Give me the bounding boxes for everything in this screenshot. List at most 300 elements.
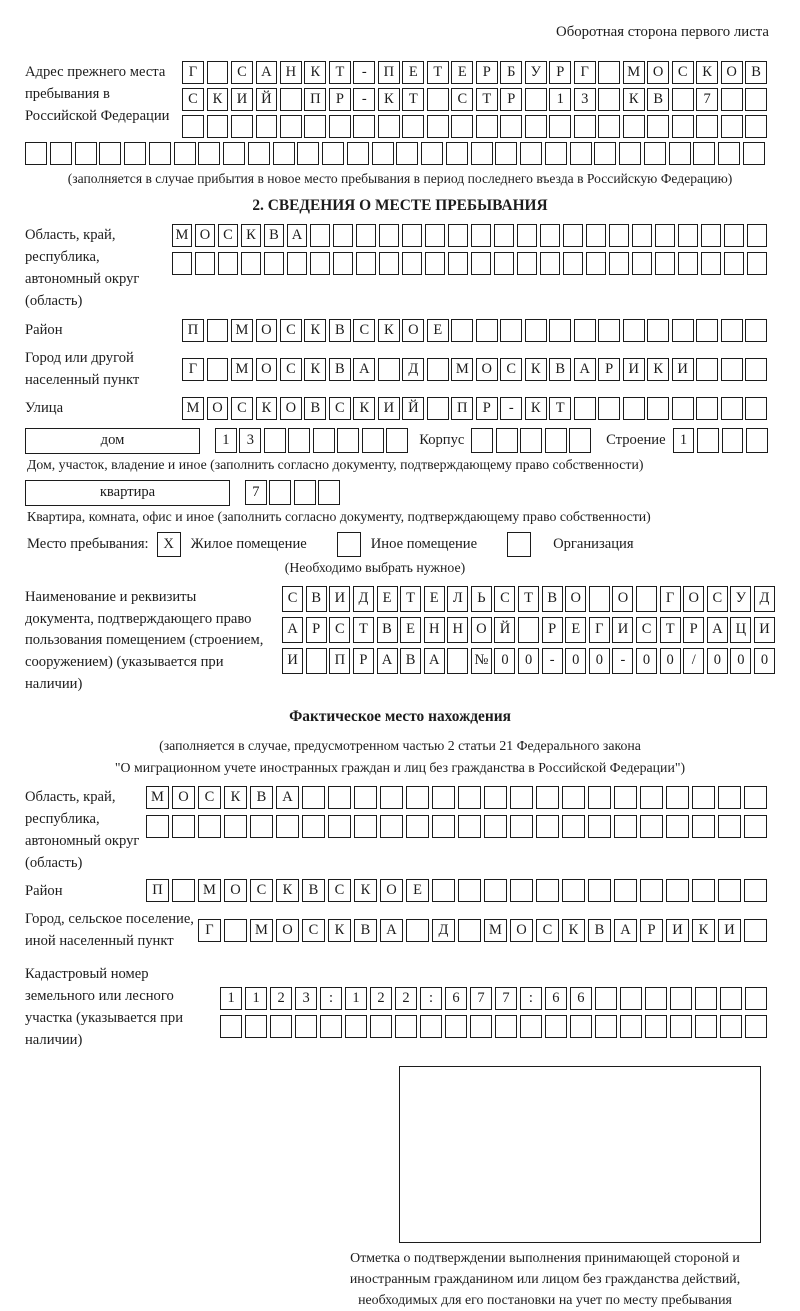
char-cell[interactable]	[241, 252, 261, 275]
char-cell[interactable]: Е	[406, 879, 429, 902]
char-cell[interactable]	[406, 786, 429, 809]
char-cell[interactable]: У	[730, 586, 751, 612]
char-cell[interactable]: В	[264, 224, 284, 247]
char-cell[interactable]	[670, 987, 692, 1010]
char-cell[interactable]	[549, 115, 571, 138]
char-cell[interactable]	[745, 319, 767, 342]
char-cell[interactable]	[396, 142, 418, 165]
char-cell[interactable]: К	[241, 224, 261, 247]
char-cell[interactable]	[536, 879, 559, 902]
char-cell[interactable]: С	[636, 617, 657, 643]
char-cell[interactable]: Г	[182, 61, 204, 84]
char-cell[interactable]	[495, 1015, 517, 1038]
char-cell[interactable]	[256, 115, 278, 138]
char-cell[interactable]	[402, 252, 422, 275]
char-cell[interactable]: :	[520, 987, 542, 1010]
char-cell[interactable]	[744, 919, 767, 942]
char-cell[interactable]	[745, 115, 767, 138]
char-cell[interactable]: М	[623, 61, 645, 84]
char-cell[interactable]: С	[536, 919, 559, 942]
char-cell[interactable]: 1	[345, 987, 367, 1010]
char-cell[interactable]: -	[353, 88, 375, 111]
char-cell[interactable]	[378, 115, 400, 138]
char-cell[interactable]: С	[231, 397, 253, 420]
char-cell[interactable]	[517, 224, 537, 247]
char-cell[interactable]: А	[377, 648, 398, 674]
char-cell[interactable]: В	[377, 617, 398, 643]
char-cell[interactable]: Т	[400, 586, 421, 612]
char-cell[interactable]	[692, 786, 715, 809]
char-cell[interactable]	[536, 815, 559, 838]
char-cell[interactable]	[273, 142, 295, 165]
char-cell[interactable]: Е	[424, 586, 445, 612]
char-cell[interactable]	[672, 88, 694, 111]
char-cell[interactable]	[270, 1015, 292, 1038]
char-cell[interactable]	[445, 1015, 467, 1038]
char-cell[interactable]: В	[354, 919, 377, 942]
char-cell[interactable]: Г	[589, 617, 610, 643]
char-cell[interactable]	[425, 252, 445, 275]
char-cell[interactable]: Ц	[730, 617, 751, 643]
char-cell[interactable]	[598, 115, 620, 138]
char-cell[interactable]	[25, 142, 47, 165]
char-cell[interactable]: О	[224, 879, 247, 902]
char-cell[interactable]: 0	[730, 648, 751, 674]
char-cell[interactable]: М	[182, 397, 204, 420]
char-cell[interactable]	[623, 397, 645, 420]
char-cell[interactable]	[347, 142, 369, 165]
char-cell[interactable]: Й	[494, 617, 515, 643]
char-cell[interactable]	[264, 428, 286, 453]
char-cell[interactable]: И	[718, 919, 741, 942]
char-cell[interactable]: К	[304, 358, 326, 381]
char-cell[interactable]	[310, 252, 330, 275]
char-cell[interactable]: А	[282, 617, 303, 643]
char-cell[interactable]	[294, 480, 316, 505]
char-cell[interactable]	[562, 786, 585, 809]
char-cell[interactable]: С	[328, 879, 351, 902]
char-cell[interactable]	[207, 319, 229, 342]
char-cell[interactable]: Т	[476, 88, 498, 111]
char-cell[interactable]: -	[542, 648, 563, 674]
char-cell[interactable]	[224, 815, 247, 838]
char-cell[interactable]	[220, 1015, 242, 1038]
char-cell[interactable]	[545, 428, 567, 453]
char-cell[interactable]	[402, 115, 424, 138]
char-cell[interactable]: П	[451, 397, 473, 420]
char-cell[interactable]	[458, 879, 481, 902]
char-cell[interactable]	[172, 252, 192, 275]
char-cell[interactable]: С	[353, 319, 375, 342]
char-cell[interactable]: П	[304, 88, 326, 111]
char-cell[interactable]	[640, 786, 663, 809]
char-cell[interactable]	[471, 224, 491, 247]
char-cell[interactable]	[518, 617, 539, 643]
char-cell[interactable]	[75, 142, 97, 165]
char-cell[interactable]: М	[172, 224, 192, 247]
char-cell[interactable]: Д	[353, 586, 374, 612]
char-cell[interactable]: В	[400, 648, 421, 674]
char-cell[interactable]	[302, 815, 325, 838]
char-cell[interactable]: В	[304, 397, 326, 420]
char-cell[interactable]: О	[256, 358, 278, 381]
char-cell[interactable]	[362, 428, 384, 453]
char-cell[interactable]: -	[500, 397, 522, 420]
char-cell[interactable]: А	[614, 919, 637, 942]
char-cell[interactable]	[354, 815, 377, 838]
char-cell[interactable]	[494, 224, 514, 247]
char-cell[interactable]	[609, 224, 629, 247]
char-cell[interactable]	[322, 142, 344, 165]
char-cell[interactable]: Й	[256, 88, 278, 111]
char-cell[interactable]	[598, 319, 620, 342]
char-cell[interactable]: И	[672, 358, 694, 381]
char-cell[interactable]	[306, 648, 327, 674]
char-cell[interactable]	[549, 319, 571, 342]
char-cell[interactable]	[645, 1015, 667, 1038]
char-cell[interactable]: С	[707, 586, 728, 612]
char-cell[interactable]: В	[302, 879, 325, 902]
char-cell[interactable]	[99, 142, 121, 165]
char-cell[interactable]: В	[588, 919, 611, 942]
stay-type-checkbox-residential[interactable]: X	[157, 532, 181, 557]
char-cell[interactable]: -	[612, 648, 633, 674]
char-cell[interactable]	[427, 397, 449, 420]
char-cell[interactable]: Т	[518, 586, 539, 612]
char-cell[interactable]	[353, 115, 375, 138]
char-cell[interactable]: М	[451, 358, 473, 381]
char-cell[interactable]	[231, 115, 253, 138]
char-cell[interactable]	[632, 224, 652, 247]
char-cell[interactable]	[386, 428, 408, 453]
char-cell[interactable]	[745, 358, 767, 381]
char-cell[interactable]: О	[647, 61, 669, 84]
char-cell[interactable]: К	[276, 879, 299, 902]
char-cell[interactable]: Р	[500, 88, 522, 111]
char-cell[interactable]: 0	[754, 648, 775, 674]
char-cell[interactable]: К	[304, 61, 326, 84]
char-cell[interactable]: Д	[754, 586, 775, 612]
char-cell[interactable]: С	[282, 586, 303, 612]
char-cell[interactable]: С	[500, 358, 522, 381]
char-cell[interactable]: К	[692, 919, 715, 942]
char-cell[interactable]	[655, 224, 675, 247]
char-cell[interactable]	[458, 786, 481, 809]
char-cell[interactable]: А	[380, 919, 403, 942]
char-cell[interactable]	[484, 786, 507, 809]
char-cell[interactable]	[563, 224, 583, 247]
char-cell[interactable]	[494, 252, 514, 275]
char-cell[interactable]	[623, 319, 645, 342]
char-cell[interactable]	[50, 142, 72, 165]
char-cell[interactable]	[620, 987, 642, 1010]
char-cell[interactable]	[447, 648, 468, 674]
char-cell[interactable]	[245, 1015, 267, 1038]
char-cell[interactable]	[724, 224, 744, 247]
char-cell[interactable]	[574, 319, 596, 342]
char-cell[interactable]: И	[282, 648, 303, 674]
char-cell[interactable]: К	[525, 397, 547, 420]
char-cell[interactable]: О	[402, 319, 424, 342]
char-cell[interactable]: К	[525, 358, 547, 381]
char-cell[interactable]: 7	[245, 480, 267, 505]
char-cell[interactable]	[647, 115, 669, 138]
char-cell[interactable]	[701, 252, 721, 275]
char-cell[interactable]: С	[218, 224, 238, 247]
char-cell[interactable]	[432, 879, 455, 902]
char-cell[interactable]	[693, 142, 715, 165]
char-cell[interactable]	[318, 480, 340, 505]
char-cell[interactable]: 6	[545, 987, 567, 1010]
char-cell[interactable]	[586, 252, 606, 275]
char-cell[interactable]	[223, 142, 245, 165]
char-cell[interactable]	[517, 252, 537, 275]
char-cell[interactable]	[570, 142, 592, 165]
char-cell[interactable]	[495, 142, 517, 165]
char-cell[interactable]: К	[256, 397, 278, 420]
char-cell[interactable]: С	[329, 617, 350, 643]
char-cell[interactable]: 2	[270, 987, 292, 1010]
char-cell[interactable]: Н	[447, 617, 468, 643]
char-cell[interactable]: 6	[570, 987, 592, 1010]
char-cell[interactable]: А	[353, 358, 375, 381]
char-cell[interactable]	[672, 115, 694, 138]
char-cell[interactable]	[696, 397, 718, 420]
char-cell[interactable]	[670, 1015, 692, 1038]
char-cell[interactable]	[510, 815, 533, 838]
char-cell[interactable]: С	[451, 88, 473, 111]
char-cell[interactable]: Г	[182, 358, 204, 381]
char-cell[interactable]	[458, 815, 481, 838]
char-cell[interactable]	[743, 142, 765, 165]
char-cell[interactable]: В	[329, 358, 351, 381]
char-cell[interactable]	[721, 397, 743, 420]
char-cell[interactable]: Е	[402, 61, 424, 84]
char-cell[interactable]: О	[280, 397, 302, 420]
char-cell[interactable]: С	[231, 61, 253, 84]
char-cell[interactable]: К	[354, 879, 377, 902]
char-cell[interactable]: Р	[353, 648, 374, 674]
char-cell[interactable]	[313, 428, 335, 453]
char-cell[interactable]	[395, 1015, 417, 1038]
char-cell[interactable]	[589, 586, 610, 612]
char-cell[interactable]: О	[683, 586, 704, 612]
char-cell[interactable]	[198, 142, 220, 165]
char-cell[interactable]: Т	[427, 61, 449, 84]
char-cell[interactable]	[471, 252, 491, 275]
char-cell[interactable]: Д	[402, 358, 424, 381]
char-cell[interactable]	[721, 88, 743, 111]
char-cell[interactable]: С	[329, 397, 351, 420]
char-cell[interactable]	[678, 252, 698, 275]
char-cell[interactable]	[304, 115, 326, 138]
char-cell[interactable]	[655, 252, 675, 275]
char-cell[interactable]: К	[562, 919, 585, 942]
char-cell[interactable]	[744, 815, 767, 838]
char-cell[interactable]: 7	[696, 88, 718, 111]
char-cell[interactable]	[310, 224, 330, 247]
char-cell[interactable]: Е	[565, 617, 586, 643]
char-cell[interactable]	[632, 252, 652, 275]
char-cell[interactable]	[448, 252, 468, 275]
char-cell[interactable]	[718, 142, 740, 165]
char-cell[interactable]: Й	[402, 397, 424, 420]
char-cell[interactable]	[721, 115, 743, 138]
char-cell[interactable]	[545, 142, 567, 165]
char-cell[interactable]: П	[146, 879, 169, 902]
char-cell[interactable]: К	[623, 88, 645, 111]
char-cell[interactable]	[647, 319, 669, 342]
char-cell[interactable]: Н	[280, 61, 302, 84]
char-cell[interactable]: В	[745, 61, 767, 84]
char-cell[interactable]: О	[721, 61, 743, 84]
char-cell[interactable]	[510, 879, 533, 902]
char-cell[interactable]	[672, 319, 694, 342]
char-cell[interactable]: 1	[245, 987, 267, 1010]
char-cell[interactable]	[500, 115, 522, 138]
char-cell[interactable]: О	[612, 586, 633, 612]
char-cell[interactable]: И	[612, 617, 633, 643]
char-cell[interactable]	[563, 252, 583, 275]
char-cell[interactable]: М	[198, 879, 221, 902]
char-cell[interactable]: И	[623, 358, 645, 381]
char-cell[interactable]: Р	[476, 397, 498, 420]
char-cell[interactable]: М	[146, 786, 169, 809]
char-cell[interactable]: Р	[640, 919, 663, 942]
char-cell[interactable]	[484, 815, 507, 838]
char-cell[interactable]	[427, 88, 449, 111]
char-cell[interactable]: 0	[636, 648, 657, 674]
char-cell[interactable]	[525, 115, 547, 138]
char-cell[interactable]	[695, 987, 717, 1010]
char-cell[interactable]: О	[195, 224, 215, 247]
char-cell[interactable]	[720, 987, 742, 1010]
char-cell[interactable]	[540, 252, 560, 275]
char-cell[interactable]	[745, 1015, 767, 1038]
char-cell[interactable]: С	[494, 586, 515, 612]
char-cell[interactable]	[598, 61, 620, 84]
char-cell[interactable]	[666, 879, 689, 902]
char-cell[interactable]	[647, 397, 669, 420]
char-cell[interactable]	[182, 115, 204, 138]
char-cell[interactable]: :	[420, 987, 442, 1010]
char-cell[interactable]: И	[666, 919, 689, 942]
char-cell[interactable]: Т	[329, 61, 351, 84]
char-cell[interactable]: К	[647, 358, 669, 381]
char-cell[interactable]: Т	[660, 617, 681, 643]
char-cell[interactable]	[623, 115, 645, 138]
char-cell[interactable]	[672, 397, 694, 420]
char-cell[interactable]	[476, 115, 498, 138]
char-cell[interactable]	[425, 224, 445, 247]
char-cell[interactable]: К	[304, 319, 326, 342]
char-cell[interactable]: О	[471, 617, 492, 643]
char-cell[interactable]	[446, 142, 468, 165]
char-cell[interactable]	[747, 224, 767, 247]
char-cell[interactable]	[451, 319, 473, 342]
char-cell[interactable]	[269, 480, 291, 505]
char-cell[interactable]: А	[276, 786, 299, 809]
char-cell[interactable]: У	[525, 61, 547, 84]
char-cell[interactable]: Т	[353, 617, 374, 643]
char-cell[interactable]: М	[250, 919, 273, 942]
char-cell[interactable]: П	[378, 61, 400, 84]
char-cell[interactable]	[280, 88, 302, 111]
char-cell[interactable]	[328, 815, 351, 838]
char-cell[interactable]	[432, 786, 455, 809]
char-cell[interactable]	[619, 142, 641, 165]
char-cell[interactable]	[595, 987, 617, 1010]
char-cell[interactable]	[320, 1015, 342, 1038]
char-cell[interactable]	[333, 252, 353, 275]
char-cell[interactable]	[356, 252, 376, 275]
char-cell[interactable]	[496, 428, 518, 453]
char-cell[interactable]: 0	[494, 648, 515, 674]
char-cell[interactable]	[525, 88, 547, 111]
char-cell[interactable]	[421, 142, 443, 165]
char-cell[interactable]	[745, 88, 767, 111]
char-cell[interactable]: Т	[549, 397, 571, 420]
char-cell[interactable]: А	[707, 617, 728, 643]
char-cell[interactable]	[640, 815, 663, 838]
char-cell[interactable]: С	[198, 786, 221, 809]
char-cell[interactable]	[614, 815, 637, 838]
char-cell[interactable]	[562, 879, 585, 902]
char-cell[interactable]: К	[378, 88, 400, 111]
char-cell[interactable]	[536, 786, 559, 809]
char-cell[interactable]	[588, 879, 611, 902]
char-cell[interactable]	[724, 252, 744, 275]
char-cell[interactable]	[598, 397, 620, 420]
char-cell[interactable]	[636, 586, 657, 612]
char-cell[interactable]: О	[256, 319, 278, 342]
char-cell[interactable]	[476, 319, 498, 342]
char-cell[interactable]: В	[250, 786, 273, 809]
char-cell[interactable]	[420, 1015, 442, 1038]
char-cell[interactable]: :	[320, 987, 342, 1010]
char-cell[interactable]	[696, 319, 718, 342]
char-cell[interactable]	[451, 115, 473, 138]
char-cell[interactable]	[427, 115, 449, 138]
char-cell[interactable]: К	[378, 319, 400, 342]
char-cell[interactable]: И	[378, 397, 400, 420]
char-cell[interactable]	[692, 879, 715, 902]
char-cell[interactable]: А	[287, 224, 307, 247]
char-cell[interactable]	[540, 224, 560, 247]
char-cell[interactable]	[586, 224, 606, 247]
char-cell[interactable]: В	[306, 586, 327, 612]
char-cell[interactable]	[370, 1015, 392, 1038]
char-cell[interactable]	[666, 786, 689, 809]
char-cell[interactable]	[722, 428, 744, 453]
char-cell[interactable]	[697, 428, 719, 453]
stay-type-checkbox-other[interactable]	[337, 532, 361, 557]
char-cell[interactable]	[406, 815, 429, 838]
char-cell[interactable]	[520, 1015, 542, 1038]
char-cell[interactable]	[588, 786, 611, 809]
char-cell[interactable]	[146, 815, 169, 838]
char-cell[interactable]: Л	[447, 586, 468, 612]
char-cell[interactable]	[224, 919, 247, 942]
char-cell[interactable]	[195, 252, 215, 275]
char-cell[interactable]: Г	[574, 61, 596, 84]
char-cell[interactable]	[484, 879, 507, 902]
char-cell[interactable]: 0	[707, 648, 728, 674]
char-cell[interactable]	[525, 319, 547, 342]
char-cell[interactable]	[295, 1015, 317, 1038]
char-cell[interactable]	[744, 786, 767, 809]
char-cell[interactable]: 1	[220, 987, 242, 1010]
